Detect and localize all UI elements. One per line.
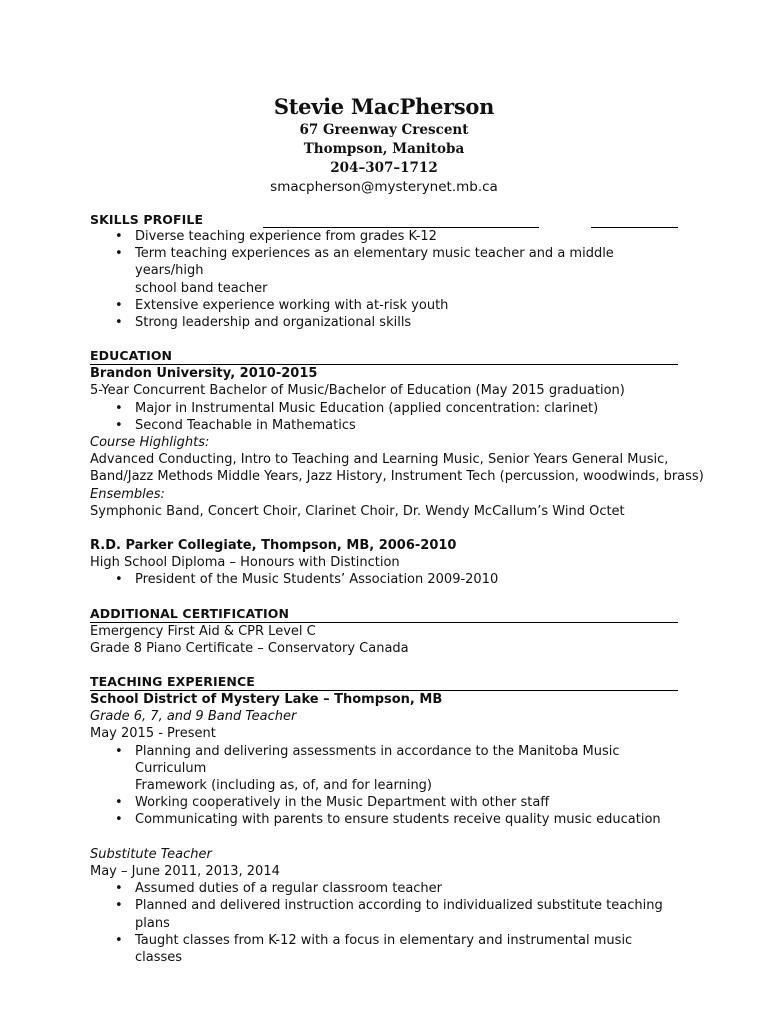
list-item: • Taught classes from K-12 with a focus in elementary and instrumental music classes [90,932,678,966]
section-heading-skills [90,212,678,228]
address-line-1: 67 Greenway Crescent [299,122,469,138]
list-item: • Assumed duties of a regular classroom teacher [90,880,678,897]
spacer [90,520,678,537]
skills-list [90,228,678,331]
courses-line: Advanced Conducting, Intro to Teaching and Learning Music, Senior Years General Music, [90,452,669,468]
spacer [90,657,678,674]
list-item: • Major in Instrumental Music Education (applied concentration: clarinet) [90,400,678,417]
job-dates: May 2015 - Present [90,726,216,742]
list-item: • Communicating with parents to ensure students receive quality music education [90,811,678,828]
phone-number: 204–307–1712 [330,160,438,176]
skills-heading-text: SKILLS PROFILE [90,212,204,227]
list-item-text: school band teacher [135,280,268,296]
diploma-line: High School Diploma – Honours with Distinction [90,555,400,571]
spacer [90,829,678,846]
spacer [90,589,678,606]
section-heading-education: EDUCATION [90,348,678,365]
job-bullets [90,880,678,966]
resume-header [0,93,768,197]
courses-line: Band/Jazz Methods Middle Years, Jazz History, Instrument Tech (percussion, woodwinds, brass) [90,469,704,485]
spacer [90,331,678,348]
degree-line: 5-Year Concurrent Bachelor of Music/Bachelor of Education (May 2015 graduation) [90,383,625,399]
job-title: Grade 6, 7, and 9 Band Teacher [90,709,297,725]
certification-item: Emergency First Aid & CPR Level C [90,623,316,639]
education-bullets [90,400,678,434]
email-address: smacpherson@mysterynet.mb.ca [270,179,498,195]
list-item: • Diverse teaching experience from grades K-12 [90,228,678,245]
ensembles-label: Ensembles: [90,486,165,502]
list-item: • Planned and delivered instruction according to individualized substitute teaching plans [90,897,678,931]
resume-body [90,212,704,966]
list-item: • Strong leadership and organizational skills [90,314,678,331]
list-item [90,743,678,795]
job-dates: May – June 2011, 2013, 2014 [90,863,280,879]
school-title: Brandon University, 2010-2015 [90,366,318,382]
job-bullets [90,743,678,829]
list-item-text: Framework (including as, of, and for learning) [135,778,433,794]
list-item: • President of the Music Students’ Association 2009-2010 [90,571,678,588]
school-title: R.D. Parker Collegiate, Thompson, MB, 2006-2010 [90,538,457,554]
list-item: • Second Teachable in Mathematics [90,417,678,434]
parker-bullets [90,571,678,588]
ensembles-line: Symphonic Band, Concert Choir, Clarinet Choir, Dr. Wendy McCallum’s Wind Octet [90,503,625,519]
list-item: • Working cooperatively in the Music Department with other staff [90,794,678,811]
course-highlights-label: Course Highlights: [90,435,210,451]
certification-item: Grade 8 Piano Certificate – Conservatory Canada [90,640,409,656]
job-title: Substitute Teacher [90,846,212,862]
section-heading-certification: ADDITIONAL CERTIFICATION [90,606,678,623]
list-item: • Extensive experience working with at-risk youth [90,297,678,314]
list-item-text: Planning and delivering assessments in accordance to the Manitoba Music Curriculum [135,743,620,776]
section-heading-experience: TEACHING EXPERIENCE [90,674,678,691]
address-line-2: Thompson, Manitoba [303,141,465,157]
list-item-text: Term teaching experiences as an elementary music teacher and a middle years/high [135,246,614,279]
list-item [90,245,678,297]
employer-title: School District of Mystery Lake – Thompson, MB [90,692,443,708]
candidate-name: Stevie MacPherson [273,94,495,119]
